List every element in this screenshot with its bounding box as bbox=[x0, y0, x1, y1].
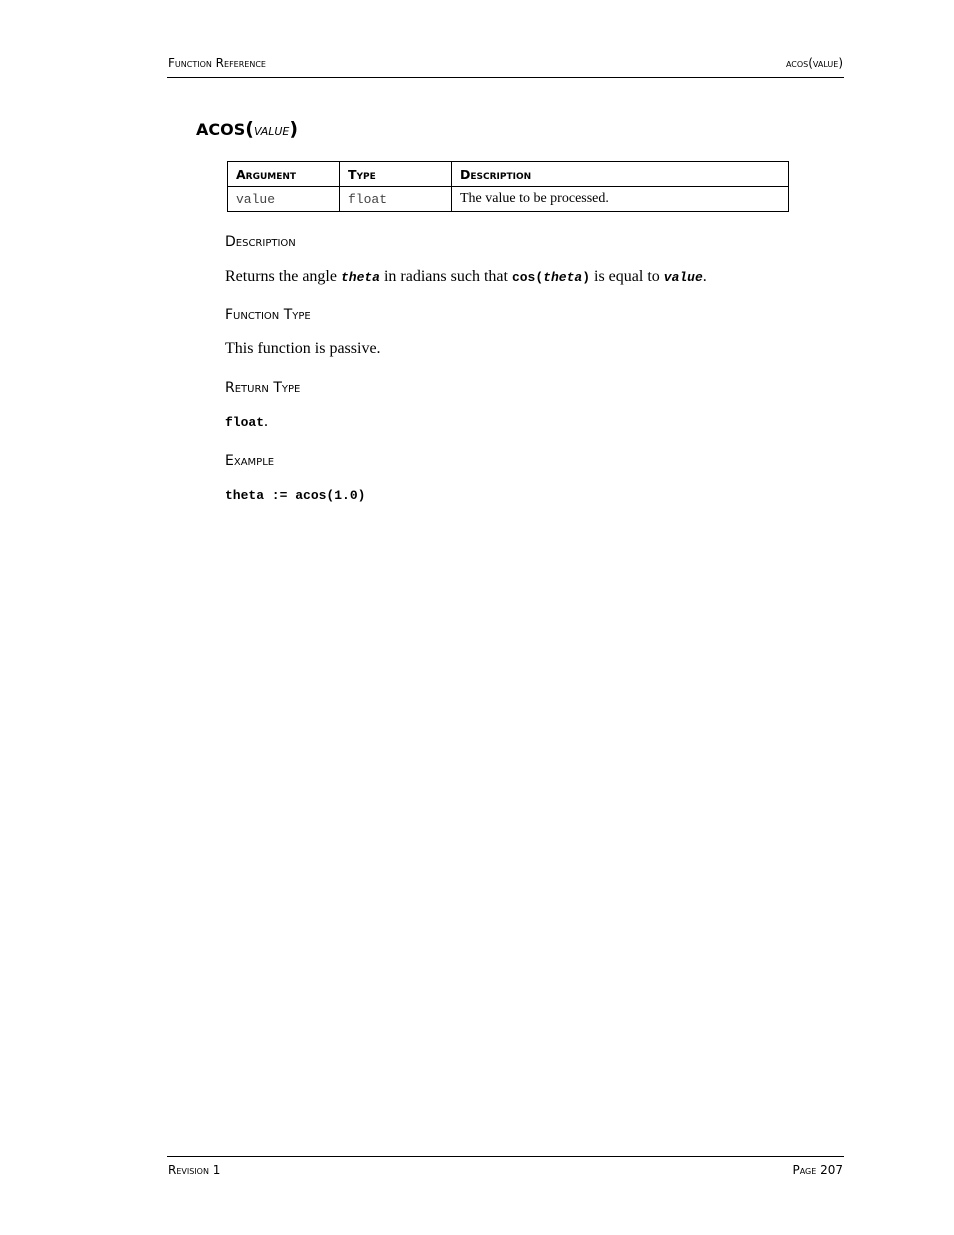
arguments-table bbox=[227, 161, 789, 212]
header-description: Description bbox=[452, 162, 789, 187]
footer-revision: Revision 1 bbox=[168, 1163, 221, 1177]
desc-text-1: Returns the angle bbox=[225, 268, 341, 285]
example-heading: Example bbox=[225, 453, 275, 469]
page-footer bbox=[167, 1156, 844, 1181]
description-text bbox=[225, 268, 707, 286]
example-code: theta := acos(1.0) bbox=[225, 488, 366, 503]
title-arg: value bbox=[253, 120, 290, 139]
desc-code-value: value bbox=[663, 270, 703, 285]
header-left: Function Reference bbox=[168, 56, 266, 70]
footer-page-number: Page 207 bbox=[792, 1163, 843, 1177]
function-type-heading: Function Type bbox=[225, 307, 311, 323]
table-row bbox=[228, 187, 789, 212]
title-open-paren: ( bbox=[245, 118, 254, 140]
desc-text-4: . bbox=[702, 268, 707, 285]
desc-code-cos-close: ) bbox=[582, 270, 590, 285]
title-close-paren: ) bbox=[289, 118, 299, 140]
header-argument: Argument bbox=[228, 162, 340, 187]
return-type-text bbox=[225, 413, 268, 431]
table-header-row bbox=[228, 162, 789, 187]
cell-argument: value bbox=[228, 187, 340, 212]
cell-type: float bbox=[340, 187, 452, 212]
cell-description: The value to be processed. bbox=[452, 187, 789, 212]
desc-code-theta: theta bbox=[340, 270, 380, 285]
return-type-code: float bbox=[225, 415, 265, 430]
desc-text-2: in radians such that bbox=[379, 268, 512, 285]
header-type: Type bbox=[340, 162, 452, 187]
header-right: acos(value) bbox=[785, 56, 843, 70]
return-type-suffix: . bbox=[264, 413, 269, 430]
desc-code-cos: cos( bbox=[511, 270, 544, 285]
description-heading: Description bbox=[225, 234, 296, 250]
page-header bbox=[167, 56, 844, 78]
function-type-text: This function is passive. bbox=[225, 340, 381, 357]
desc-code-cos-arg: theta bbox=[543, 270, 583, 285]
desc-text-3: is equal to bbox=[590, 268, 664, 285]
return-type-heading: Return Type bbox=[225, 380, 301, 396]
function-title bbox=[196, 118, 298, 140]
title-name: ACOS bbox=[196, 120, 246, 139]
